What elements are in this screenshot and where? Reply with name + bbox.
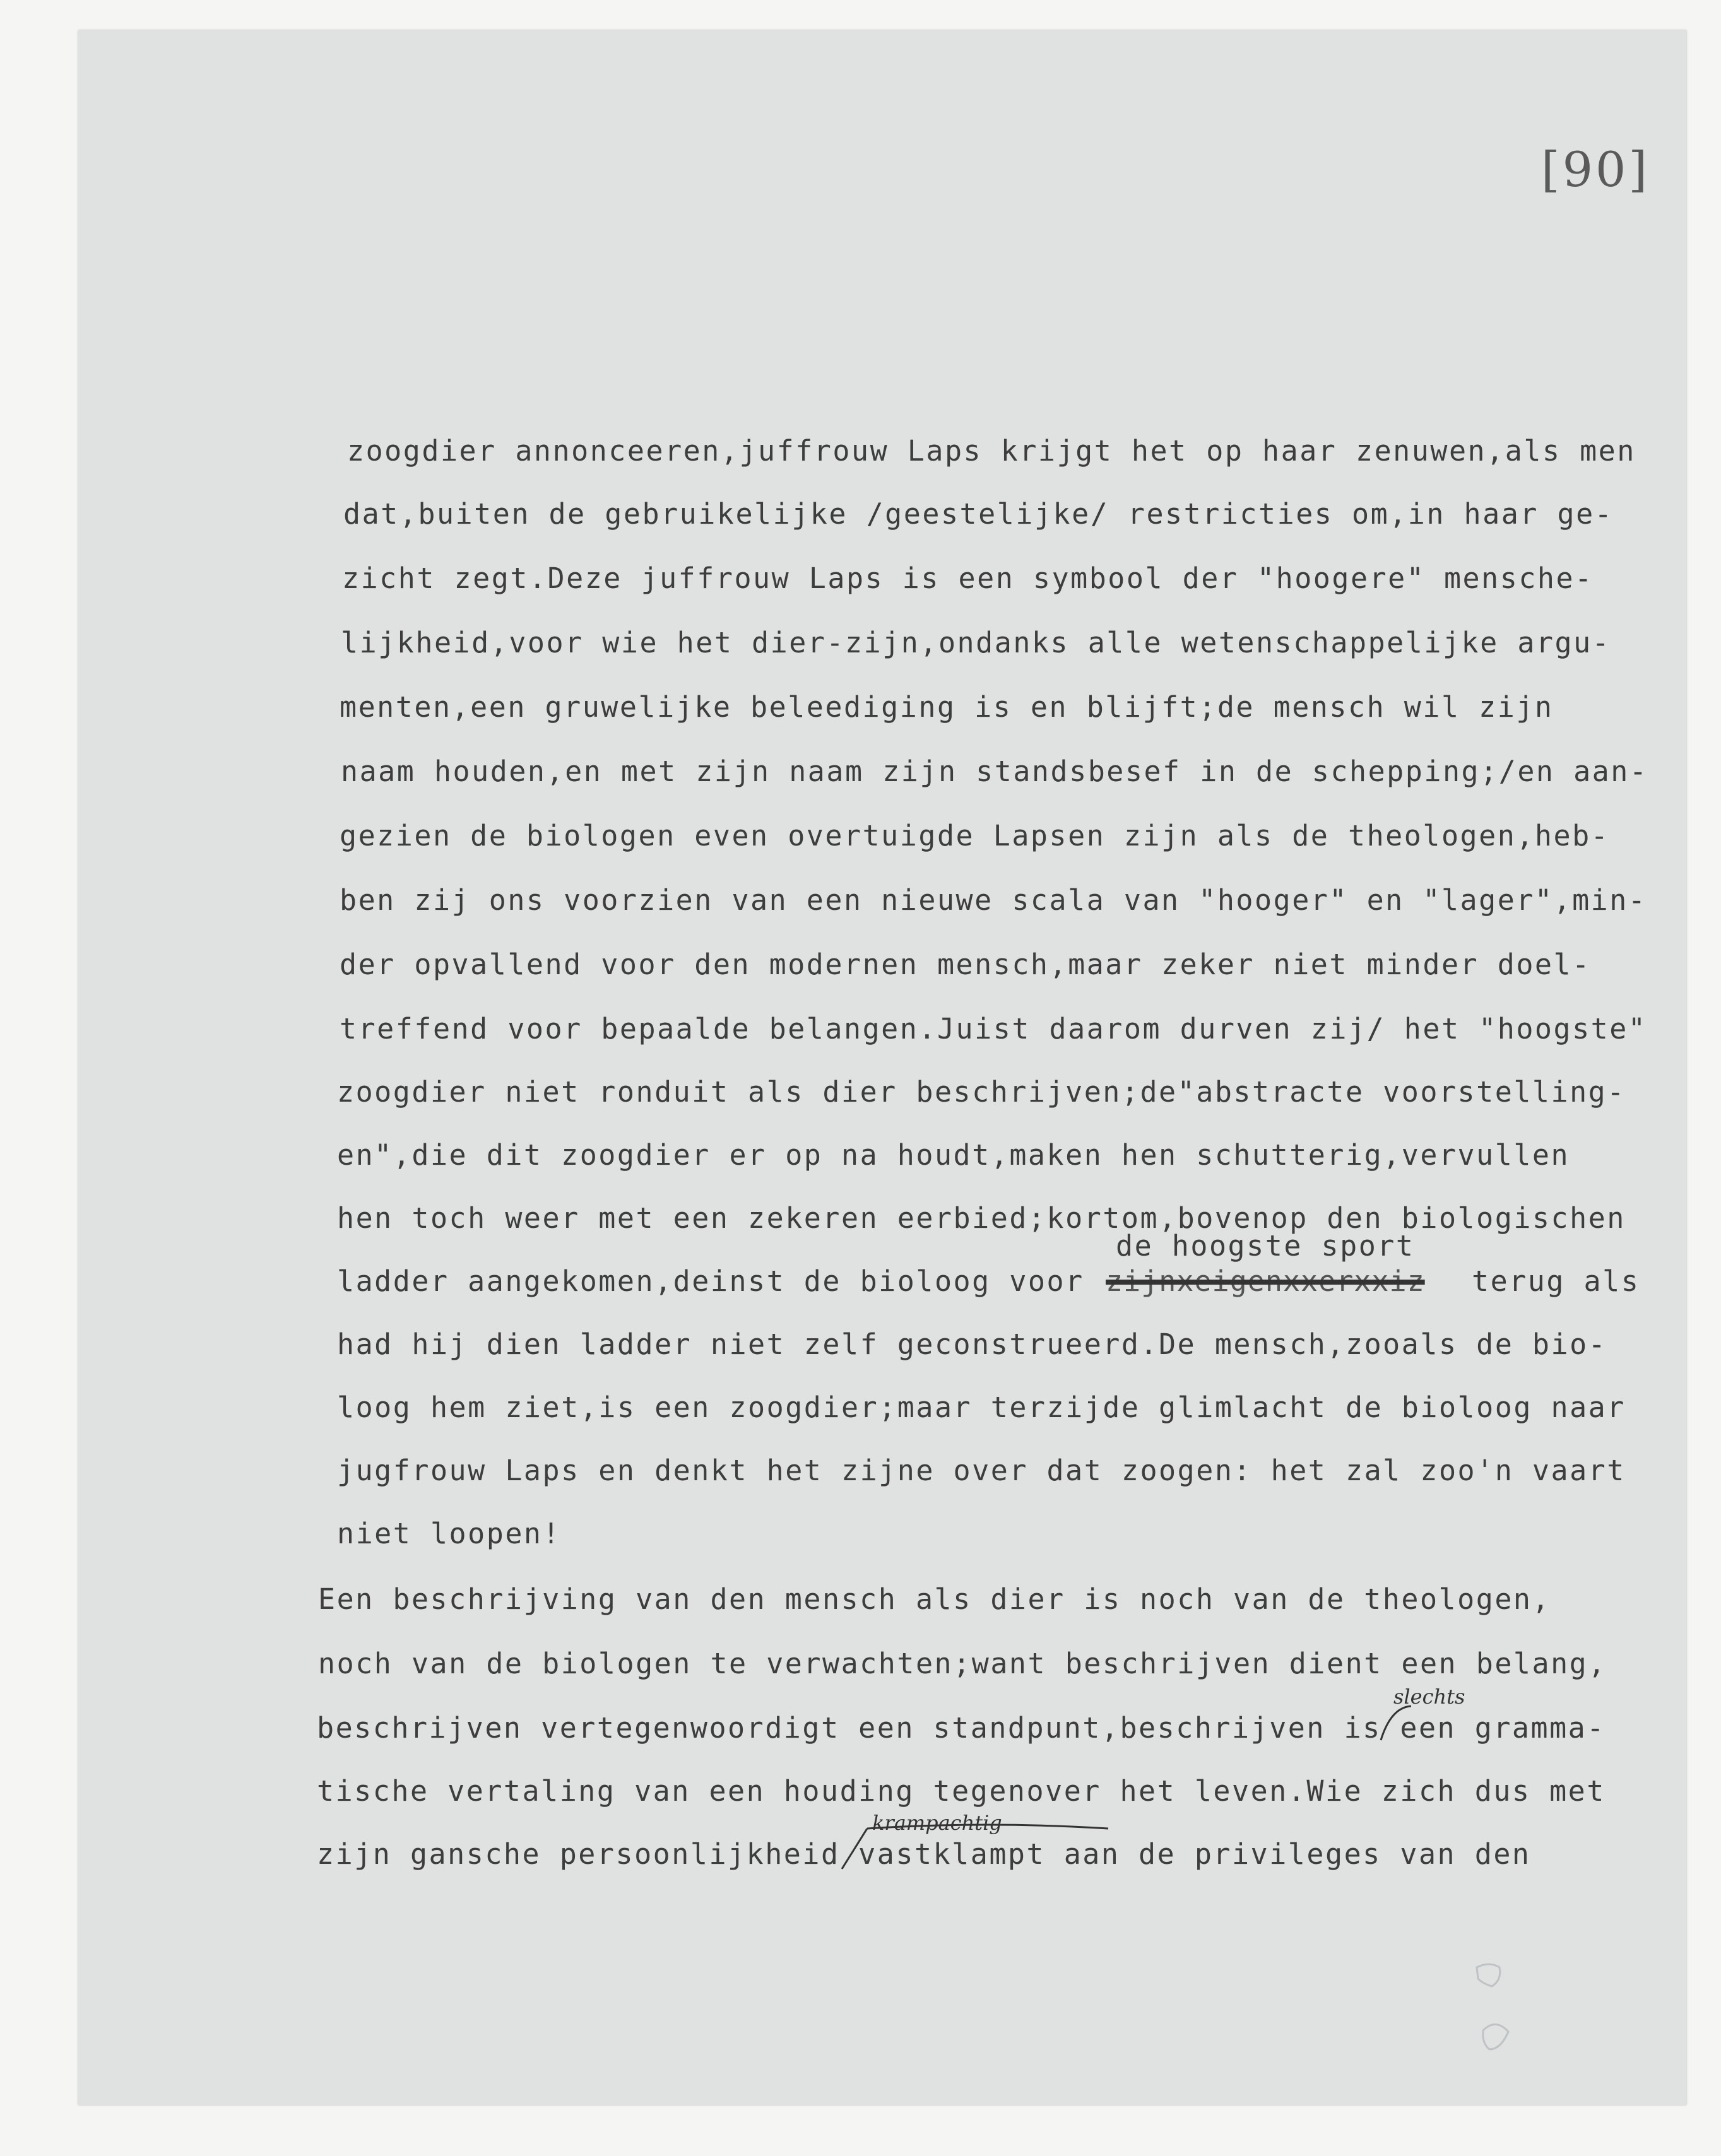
text-line-continuation: terug als xyxy=(1472,1264,1640,1298)
text-line: treffend voor bepaalde belangen.Juist daarom durven zij/ het "hoogste" xyxy=(340,1012,1647,1046)
text-line: lijkheid,voor wie het dier-zijn,ondanks alle wetenschappelijke argu- xyxy=(341,626,1611,659)
text-line: tische vertaling van een houding tegenover het leven.Wie zich dus met xyxy=(317,1774,1606,1808)
text-line: naam houden,en met zijn naam zijn standsbesef in de schepping;/en aan- xyxy=(341,755,1648,788)
handwritten-insertion: krampachtig xyxy=(872,1811,1002,1835)
text-line: dat,buiten de gebruikelijke /geestelijke/ restricties om,in haar ge- xyxy=(343,497,1614,531)
text-line: ladder aangekomen,deinst de bioloog voor xyxy=(337,1264,1084,1298)
text-line: niet loopen! xyxy=(337,1517,562,1550)
text-line: zijn gansche persoonlijkheid vastklampt aan de privileges van den xyxy=(317,1837,1531,1871)
typescript-page xyxy=(78,30,1686,2105)
text-line: beschrijven vertegenwoordigt een standpunt,beschrijven is een gramma- xyxy=(317,1711,1606,1745)
typed-insertion: de hoogste sport xyxy=(1116,1229,1415,1263)
text-line: der opvallend voor den modernen mensch,maar zeker niet minder doel- xyxy=(340,948,1591,981)
insertion-caret-icon xyxy=(1377,1702,1415,1743)
handwritten-insertion: slechts xyxy=(1393,1685,1465,1709)
text-line: en",die dit zoogdier er op na houdt,maken hen schutterig,vervullen xyxy=(337,1138,1570,1172)
text-line: jugfrouw Laps en denkt het zijne over dat zoogen: het zal zoo'n vaart xyxy=(337,1454,1626,1487)
text-line: loog hem ziet,is een zoogdier;maar terzijde glimlacht de bioloog naar xyxy=(337,1391,1626,1424)
text-line: zoogdier annonceeren,juffrouw Laps krijgt het op haar zenuwen,als men xyxy=(347,434,1636,468)
page-number: [90] xyxy=(1541,141,1650,197)
text-line: hen toch weer met een zekeren eerbied;kortom,bovenop den biologischen xyxy=(337,1201,1626,1235)
text-line: menten,een gruwelijke beleediging is en blijft;de mensch wil zijn xyxy=(340,690,1554,724)
archive-stamp-icon xyxy=(1464,1955,1527,2081)
text-line: Een beschrijving van den mensch als dier is noch van de theologen, xyxy=(318,1582,1551,1616)
text-line: noch van de biologen te verwachten;want beschrijven dient een belang, xyxy=(318,1647,1607,1680)
text-line: had hij dien ladder niet zelf geconstrueerd.De mensch,zooals de bio- xyxy=(337,1328,1607,1361)
text-line: gezien de biologen even overtuigde Lapsen zijn als de theologen,heb- xyxy=(340,819,1610,852)
text-line: zicht zegt.Deze juffrouw Laps is een symbool der "hoogere" mensche- xyxy=(342,562,1594,595)
text-line: zoogdier niet ronduit als dier beschrijven;de"abstracte voorstelling- xyxy=(337,1075,1626,1109)
text-line: ben zij ons voorzien van een nieuwe scala van "hooger" en "lager",min- xyxy=(340,883,1647,917)
struck-text: zijnxeigenxxerxxiz xyxy=(1106,1264,1425,1298)
insertion-caret-icon xyxy=(837,1822,1115,1873)
